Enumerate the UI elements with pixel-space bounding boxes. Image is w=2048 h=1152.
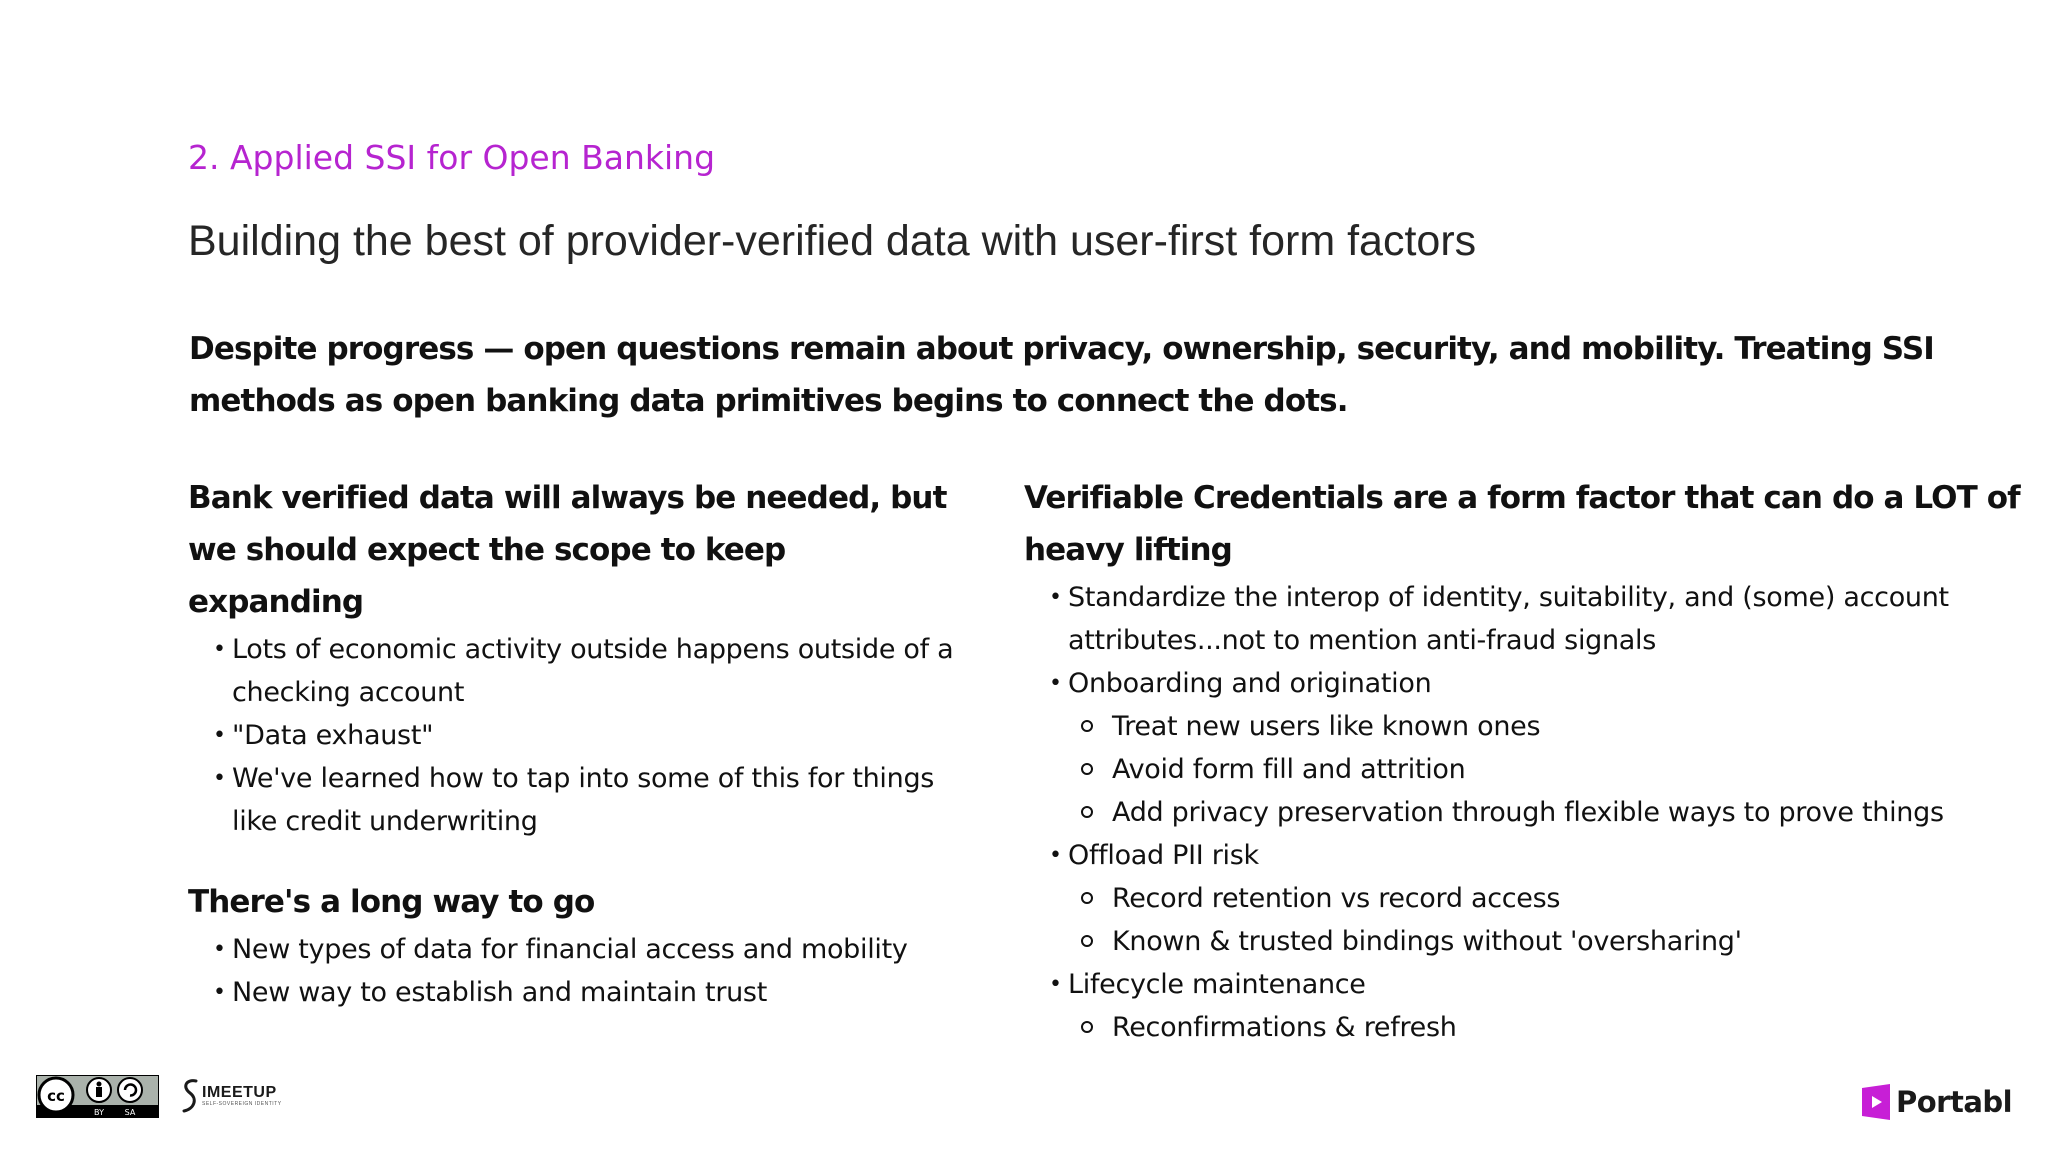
sub-list xyxy=(1068,705,2024,834)
list-item: • Lifecycle maintenance Reconfirmations & refresh xyxy=(1068,963,2024,1049)
ssi-meetup-logo xyxy=(180,1076,282,1116)
lead-statement: Despite progress — open questions remain about privacy, ownership, security, and mobility. Treating SSI methods as open banking data primitives begins to connect the dots. xyxy=(189,331,1934,419)
right-column xyxy=(1024,472,2024,1049)
list-item: • Standardize the interop of identity, suitability, and (some) account attributes...not to mention anti-fraud signals xyxy=(1049,582,1949,656)
portabl-icon xyxy=(1860,1084,1892,1120)
sub-list xyxy=(1068,877,2024,963)
list-item: • Offload PII risk Record retention vs record access Known & trusted bindings without 'oversharing' xyxy=(1068,834,2024,963)
sub-list xyxy=(1068,1006,2024,1049)
left-heading-long-way: There's a long way to go xyxy=(188,884,595,920)
meetup-tagline: SELF-SOVEREIGN IDENTITY xyxy=(202,1101,282,1107)
license-sa-label: SA xyxy=(124,1108,136,1117)
left-bullets-long-way xyxy=(188,928,968,1014)
sub-list-item: Avoid form fill and attrition xyxy=(1112,748,2024,791)
slide-subtitle: Building the best of provider-verified data with user-first form factors xyxy=(188,217,1477,265)
left-heading-scope: Bank verified data will always be needed, but we should expect the scope to keep expanding xyxy=(188,480,947,620)
meetup-wordmark: IMEETUP xyxy=(202,1084,277,1101)
svg-text:cc: cc xyxy=(47,1087,65,1105)
list-item: • Lots of economic activity outside happens outside of a checking account xyxy=(213,634,954,708)
sub-list-item: Known & trusted bindings without 'oversharing' xyxy=(1112,920,2024,963)
right-bullets xyxy=(1024,576,2024,1049)
portabl-wordmark: Portabl xyxy=(1896,1085,2013,1119)
right-heading-vc: Verifiable Credentials are a form factor that can do a LOT of heavy lifting xyxy=(1024,480,2020,568)
license-by-label: BY xyxy=(94,1108,104,1117)
portabl-logo[interactable] xyxy=(1860,1082,2012,1122)
meetup-swirl-icon xyxy=(180,1077,200,1115)
left-bullets-scope xyxy=(188,628,968,843)
list-item: • Onboarding and origination Treat new users like known ones Avoid form fill and attrition Add privacy preservation through flexible ways to prove things xyxy=(1068,662,2024,834)
sub-list-item: Treat new users like known ones xyxy=(1112,705,2024,748)
sub-list-item: Reconfirmations & refresh xyxy=(1112,1006,2024,1049)
left-column xyxy=(188,472,968,1014)
list-item: • New way to establish and maintain trust xyxy=(213,977,767,1008)
section-label: 2. Applied SSI for Open Banking xyxy=(188,138,716,177)
sub-list-item: Add privacy preservation through flexible ways to prove things xyxy=(1112,791,2024,834)
sub-list-item: Record retention vs record access xyxy=(1112,877,2024,920)
list-item: • "Data exhaust" xyxy=(213,720,434,751)
list-item: • We've learned how to tap into some of this for things like credit underwriting xyxy=(213,763,935,837)
cc-by-sa-badge[interactable] xyxy=(36,1075,159,1118)
list-item: • New types of data for financial access and mobility xyxy=(213,934,908,965)
